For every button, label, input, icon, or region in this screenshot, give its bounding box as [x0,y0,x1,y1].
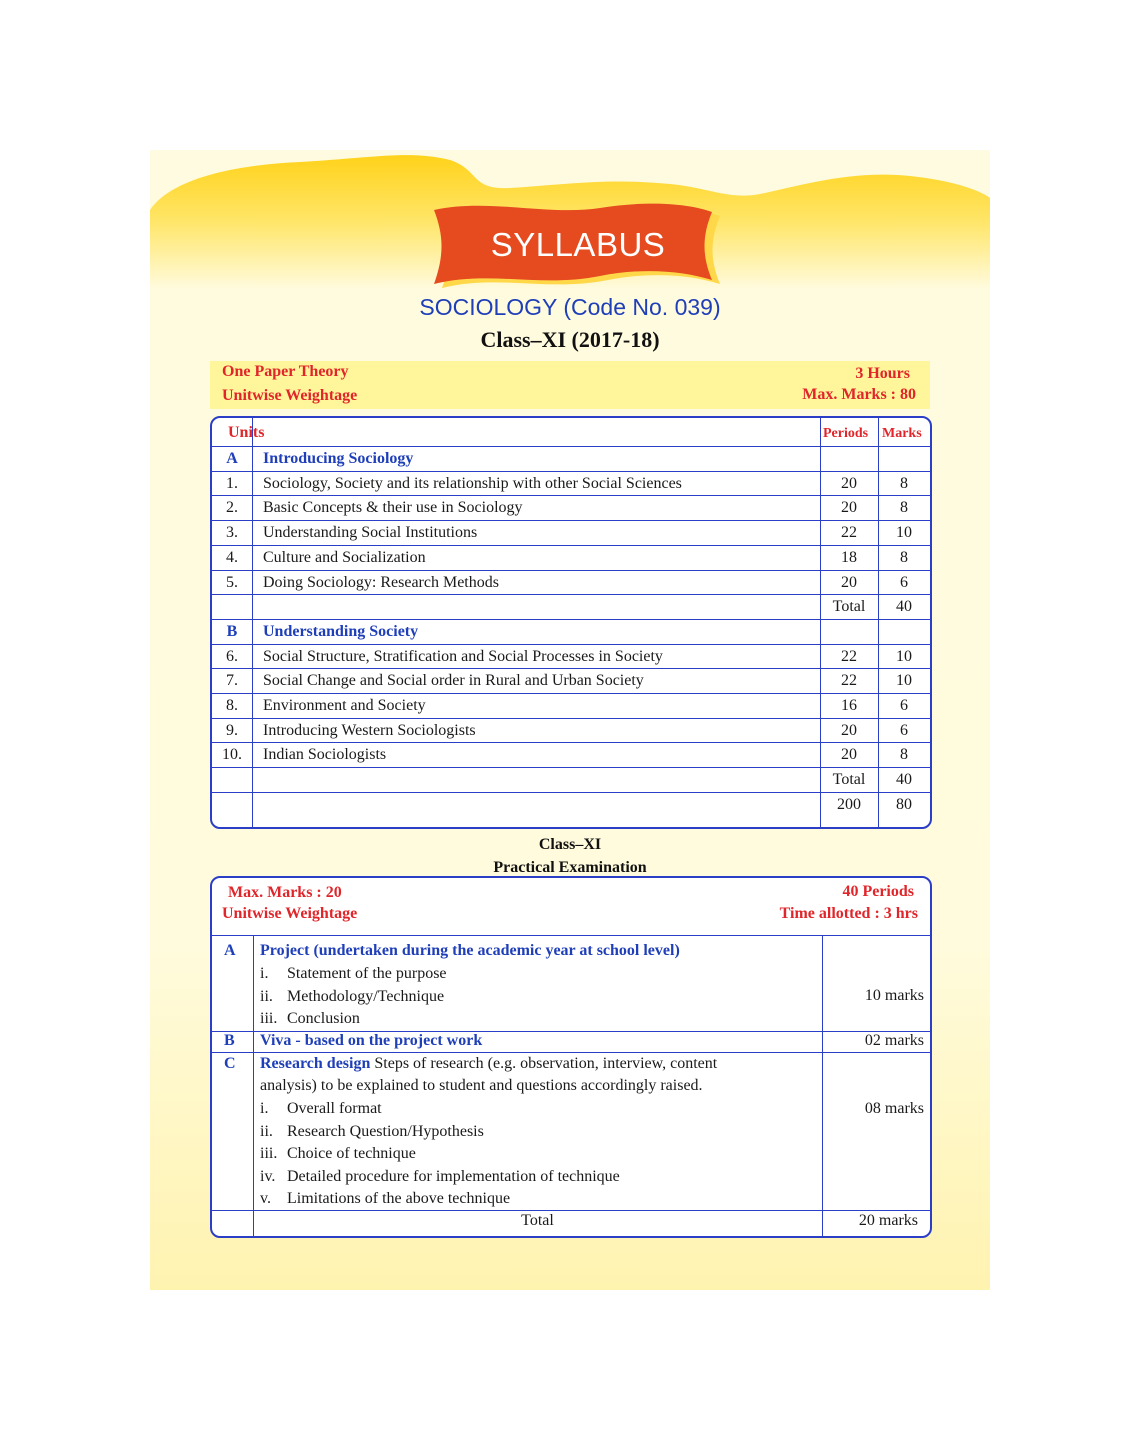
section-a-marks: 10 marks [864,987,924,1004]
unit-title: Culture and Socialization [263,548,426,566]
row-divider [212,520,930,521]
unit-marks: 6 [900,573,908,591]
row-divider [212,594,930,595]
hours-label: 3 Hours [855,365,910,382]
unit-number: 1. [226,474,238,492]
unit-periods: 20 [841,746,857,764]
theory-table [210,416,932,829]
section-c-marks: 08 marks [864,1100,924,1117]
list-item-text: Research Question/Hypothesis [287,1122,484,1140]
list-item-text: Conclusion [287,1010,360,1027]
section-b-marks: 02 marks [864,1032,924,1049]
row-divider [212,668,930,669]
section-title: Introducing Sociology [263,450,414,467]
section-a-title: Project (undertaken during the academic year at school level) [260,942,680,959]
list-item-text: Methodology/Technique [287,987,445,1005]
class-title: Class–XI (2017-18) [480,327,660,352]
row-divider [212,570,930,571]
row-divider [212,495,930,496]
col-divider [252,418,253,827]
unit-periods: Total [832,598,866,616]
unit-marks: 8 [900,499,908,517]
section-title: Understanding Society [263,622,419,640]
list-item-number: i. [260,1100,269,1117]
unit-number: 2. [226,499,238,517]
row-divider [212,792,930,793]
unit-marks: 6 [900,697,908,714]
list-item-text: Overall format [287,1100,382,1117]
section-c-title: Research design [260,1055,371,1072]
row-divider [212,718,930,719]
col-divider [822,935,823,1236]
unit-marks: 8 [900,746,908,764]
section-a-label: A [224,942,236,959]
practical-total-marks: 20 marks [858,1212,918,1229]
practical-total-label: Total [521,1212,554,1229]
practical-exam-title: Practical Examination [493,859,647,876]
unit-number: 3. [226,524,238,542]
row-divider [212,693,930,694]
unit-periods: 16 [841,697,857,714]
unit-title: Social Structure, Stratification and Social Processes in Society [263,647,663,665]
list-item-number: v. [260,1190,271,1207]
unit-periods: 200 [837,795,861,813]
unit-periods: Total [832,771,866,789]
weightage-label: Unitwise Weightage [222,387,358,404]
practical-class-title: Class–XI [538,836,602,853]
section-c-text1: Steps of research (e.g. observation, interview, content [370,1055,718,1072]
unit-number: 4. [226,548,238,566]
list-item-text: Detailed procedure for implementation of technique [287,1167,620,1185]
practical-table [210,876,932,1238]
list-item-number: ii. [260,1122,273,1140]
list-item-text: Statement of the purpose [287,965,447,982]
list-item-text: Choice of technique [287,1145,416,1162]
unit-number: 8. [226,697,238,714]
row-divider [212,1052,930,1053]
unit-number: 6. [226,647,238,665]
unit-marks: 40 [896,598,912,616]
unit-marks: 10 [896,524,912,542]
theory-info-bar [210,361,930,409]
unit-periods: 22 [841,647,857,665]
row-divider [212,767,930,768]
row-divider [212,742,930,743]
section-c-label: C [224,1055,236,1072]
unit-marks: 10 [896,647,912,665]
unit-periods: 22 [841,524,857,542]
row-divider [212,545,930,546]
unit-marks: 6 [900,721,908,739]
unit-title: Environment and Society [263,697,426,714]
unit-title: Basic Concepts & their use in Sociology [263,499,523,517]
list-item-number: ii. [260,987,273,1005]
unit-number: 7. [226,672,238,690]
unit-title: Sociology, Society and its relationship with other Social Sciences [263,474,682,492]
unit-title: Indian Sociologists [263,746,387,764]
unit-number: B [226,622,238,640]
col-divider [253,935,254,1236]
practical-max-marks: Max. Marks : 20 [228,884,342,901]
unit-number: 9. [226,721,238,739]
unit-number: 10. [222,746,242,764]
unit-marks: 10 [896,672,912,690]
max-marks-label: Max. Marks : 80 [802,386,916,403]
row-divider [212,619,930,620]
unit-number: 5. [226,573,238,591]
time-allotted: Time allotted : 3 hrs [779,905,918,922]
unit-number: A [226,450,238,467]
row-divider [212,446,930,447]
paper-label: One Paper Theory [222,363,349,380]
practical-periods: 40 Periods [842,883,914,900]
unit-marks: 80 [896,795,912,813]
list-item-number: iii. [260,1145,278,1162]
unit-marks: 8 [900,548,908,566]
unit-periods: 20 [841,474,857,492]
section-c-line1 [260,1054,717,1074]
unit-periods: 20 [841,499,857,517]
unit-title: Introducing Western Sociologists [263,721,476,739]
unit-periods: 20 [841,573,857,591]
practical-weightage: Unitwise Weightage [222,905,358,922]
unit-marks: 40 [896,771,912,789]
periods-header: Periods [823,426,869,441]
unit-periods: 22 [841,672,857,690]
section-b-title: Viva - based on the project work [260,1032,483,1049]
section-c-text2: analysis) to be explained to student and questions accordingly raised. [260,1077,703,1094]
unit-periods: 20 [841,721,857,739]
list-item-number: iii. [260,1010,278,1027]
units-header: Units [228,424,265,441]
list-item-number: i. [260,965,269,982]
list-item-number: iv. [260,1167,276,1185]
banner-title: SYLLABUS [490,226,666,263]
row-divider [212,471,930,472]
section-b-label: B [224,1032,235,1049]
unit-periods: 18 [841,548,857,566]
unit-title: Social Change and Social order in Rural and Urban Society [263,672,644,690]
unit-marks: 8 [900,474,908,492]
unit-title: Understanding Social Institutions [263,524,478,542]
row-divider [212,644,930,645]
unit-title: Doing Sociology: Research Methods [263,573,499,591]
marks-header: Marks [882,426,922,441]
list-item-text: Limitations of the above technique [287,1190,511,1207]
subject-title: SOCIOLOGY (Code No. 039) [419,294,721,320]
